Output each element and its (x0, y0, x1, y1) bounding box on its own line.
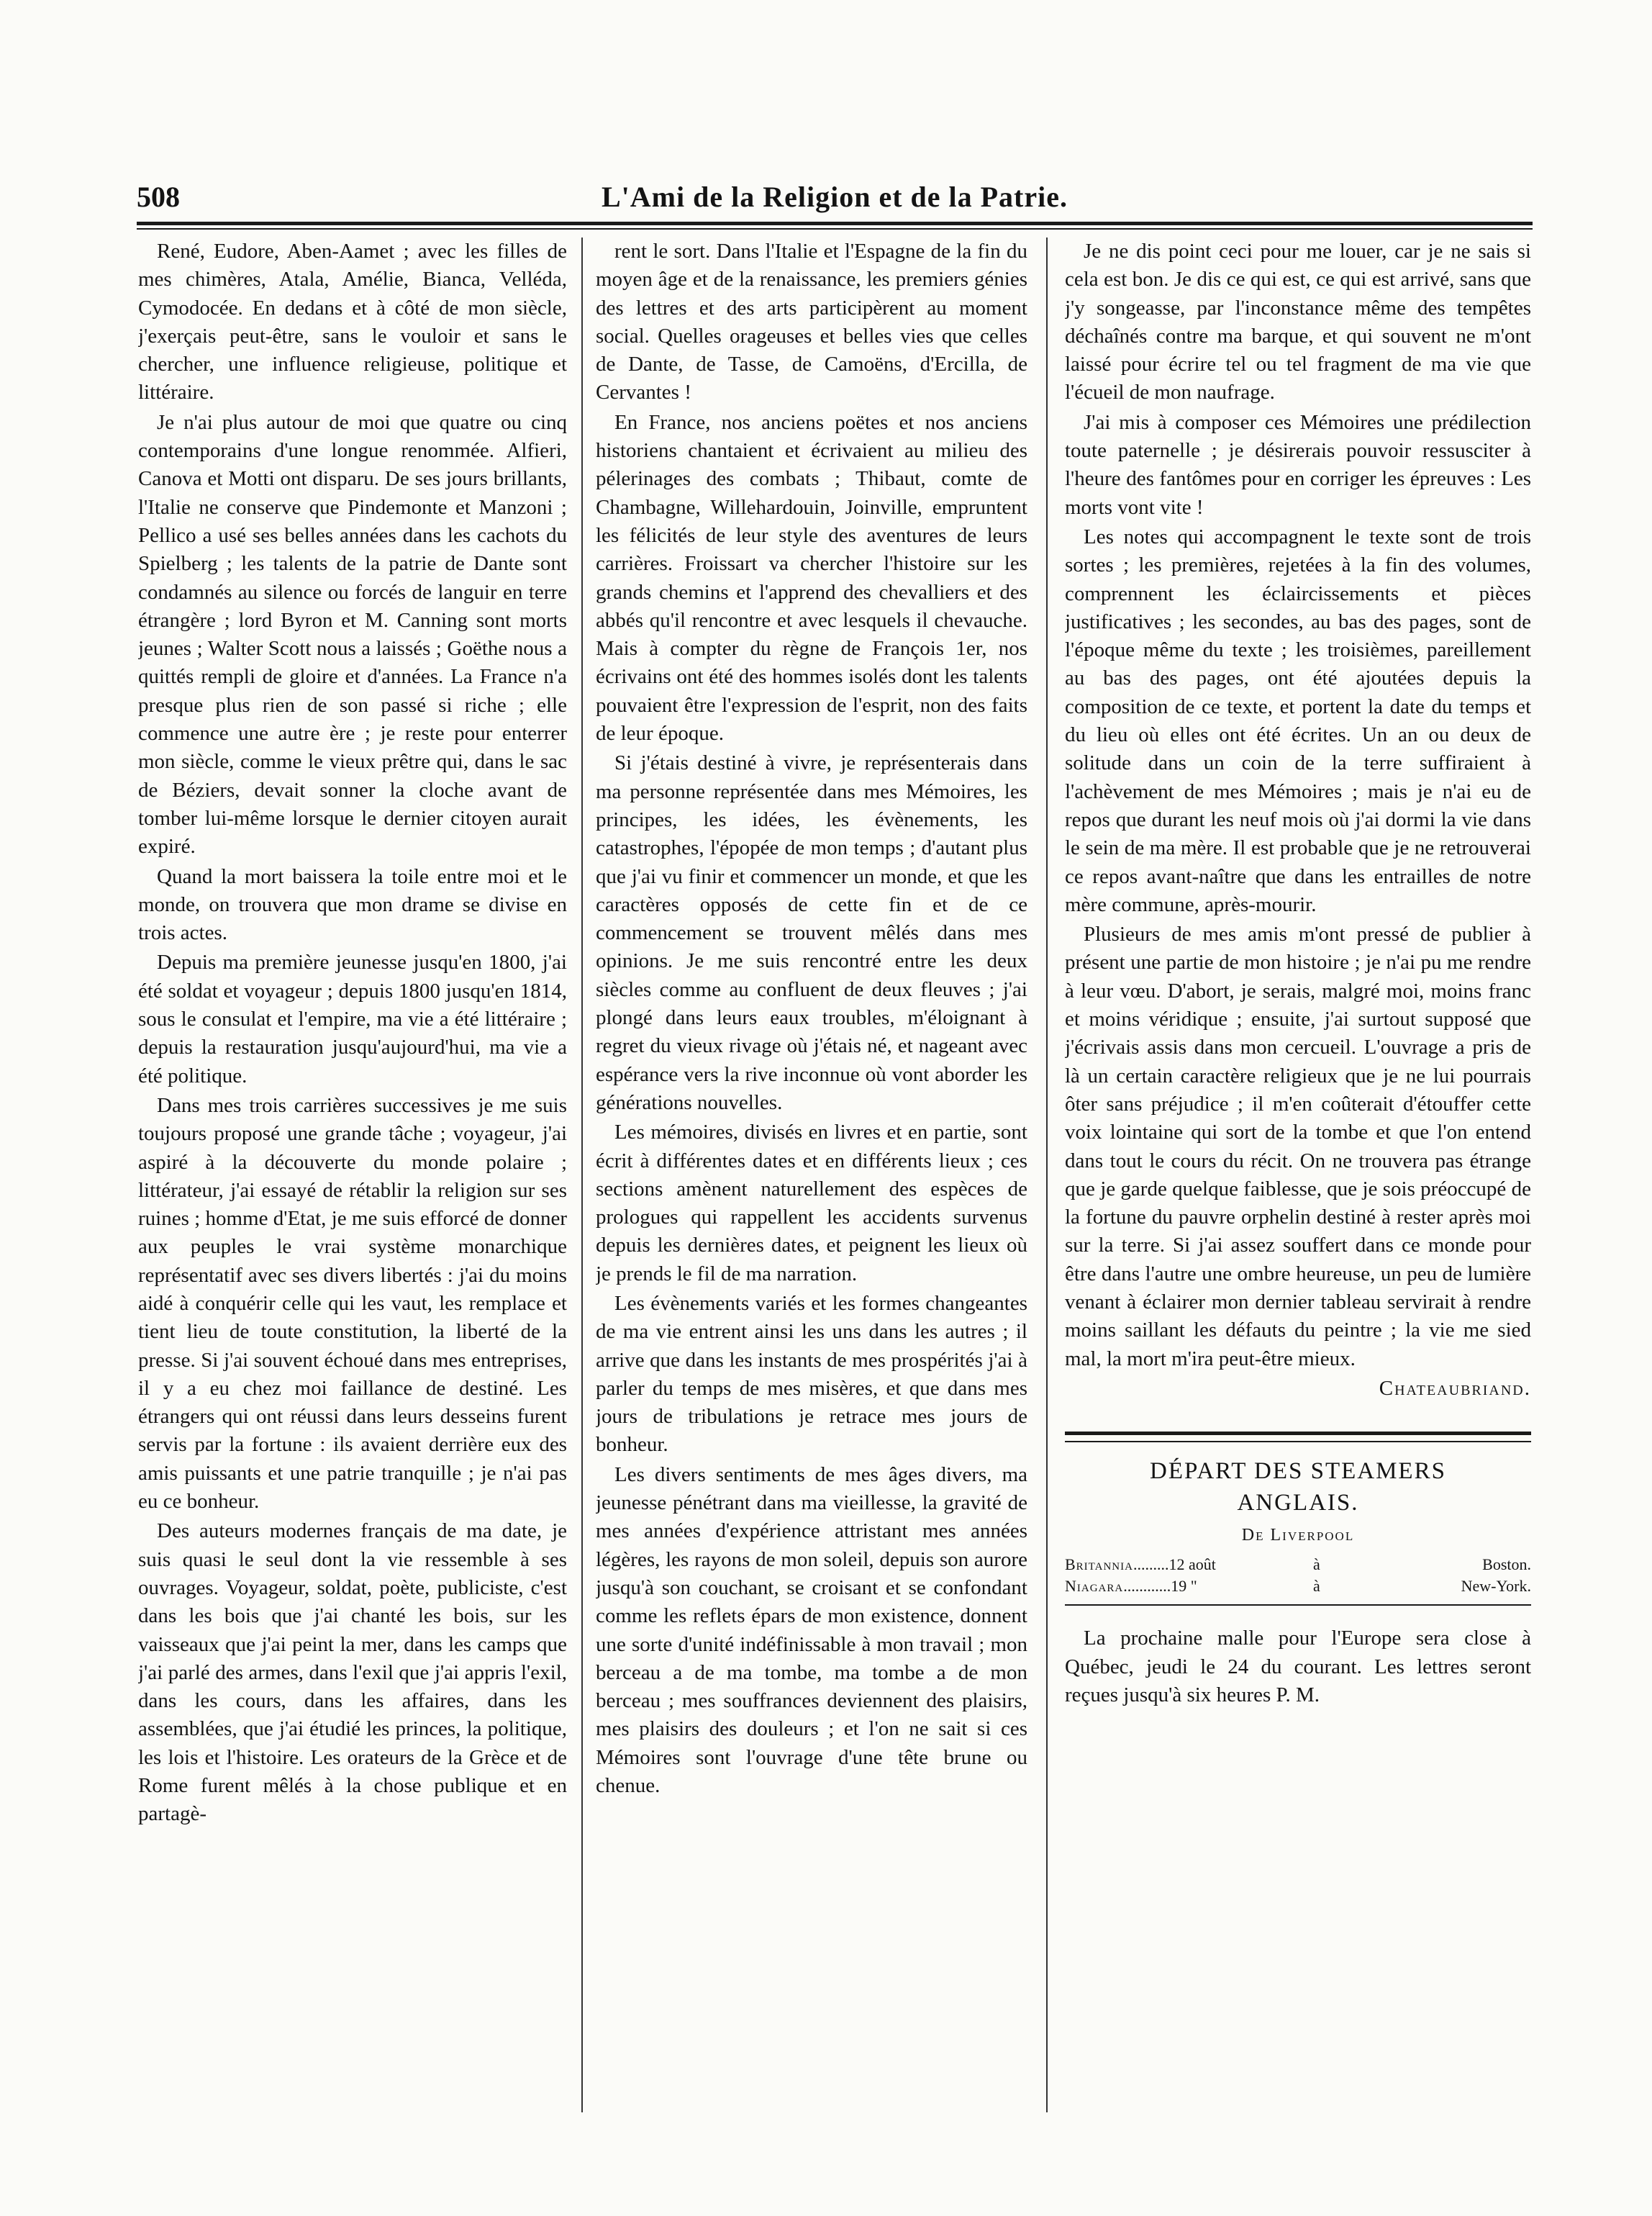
paragraph: René, Eudore, Aben-Aamet ; avec les filles de mes chimères, Atala, Amélie, Bianca, Velléda, Cymodocée. En dedans et à côté de mon siècle, j'exerçais peut-être, sans le vouloir et sans le chercher, une influence religieuse, politique et littéraire. (138, 240, 567, 404)
steamer-title-line2: ANGLAIS. (1237, 1490, 1359, 1516)
paragraph: Les notes qui accompagnent le texte sont de trois sortes ; les premières, rejetées à la fin des volumes, comprennent les éclaircissements et pièces justificatives ; les secondes, au bas des pages, sont de l'époque même du texte ; les troisièmes, pareillement au bas des pages, ont été ajoutées depuis la composition de ce texte, et portent la date du temps et du lieu où elles ont été écrites. Un an ou deux de solitude dans un coin de la terre suffiraient à l'achèvement de mes Mémoires ; mais je n'ai eu de repos que durant les neuf mois où j'ai dormi la vie dans le sein de ma mère. Il est probable que je ne retrouverai ce repos avant-naître que dans les entrailles de notre mère commune, après-mourir. (1065, 525, 1531, 916)
column-divider (581, 238, 583, 2112)
paragraph: Je ne dis point ceci pour me louer, car je ne sais si cela est bon. Je dis ce qui est, ce qui est arrivé, sans que j'y songeasse, par l'inconstance même des tempêtes déchaînés contre ma barque, et qui souvent ne m'ont laissé pour écrire tel ou tel fragment de ma vie que l'écueil de mon naufrage. (1065, 240, 1531, 404)
column-3 (1065, 238, 1531, 2116)
table-row (1065, 1554, 1531, 1575)
steamer-departures (1065, 1455, 1531, 1597)
leader-dots: ............ (1123, 1577, 1171, 1596)
steamer-subtitle: De Liverpool (1241, 1526, 1355, 1545)
paragraph: Des auteurs modernes français de ma date, je suis quasi le seul dont la vie ressemble à ses ouvrages. Voyageur, soldat, poète, publiciste, c'est dans les bois que j'ai chanté les bois, sur les vaisseaux que j'ai peint la mer, dans les camps que j'ai parlé des armes, dans l'exil que j'ai appris l'exil, dans les cours, dans les affaires, dans les assemblées, que j'ai étudié les princes, la politique, les lois et l'histoire. Les orateurs de la Grèce et de Rome furent mêlés à la chose publique et en partagè- (138, 1519, 567, 1826)
steamer-title: DÉPART DES STEAMERS (1150, 1458, 1446, 1485)
paragraph: J'ai mis à composer ces Mémoires une prédilection toute paternelle ; je désirerais pouvoir ressusciter à l'heure des fantômes pour en corriger les épreuves : Les morts vont vite ! (1065, 410, 1531, 519)
author-signature: Chateaubriand. (1379, 1376, 1531, 1400)
paragraph: rent le sort. Dans l'Italie et l'Espagne de la fin du moyen âge et de la renaissance, les premiers génies des lettres et des arts participèrent au moment social. Quelles orageuses et belles vies que celles de Dante, de Tasse, de Camoëns, d'Ercilla, de Cervantes ! (596, 240, 1027, 404)
column-divider (1046, 238, 1048, 2112)
ship-destination: Boston. (1482, 1555, 1531, 1574)
column-2 (596, 238, 1027, 2116)
section-rule-thin (1065, 1604, 1531, 1606)
page-number: 508 (137, 181, 180, 213)
paragraph: Si j'étais destiné à vivre, je représenterais dans ma personne représentée dans mes Mémoires, les principes, les idées, les évènements, les catastrophes, l'épopée de mon temps ; d'autant plus que j'ai vu finir et commencer un monde, et que les caractères opposés de cette fin et de ce commencement se trouvent mêlés dans mes opinions. Je me suis rencontré entre les deux siècles comme au confluent de deux fleuves ; j'ai plongé dans leurs eaux troubles, m'éloignant à regret du vieux rivage où j'étais né, et nageant avec espérance vers la rive inconnue où vont aborder les générations nouvelles. (596, 751, 1027, 1114)
paragraph: Plusieurs de mes amis m'ont pressé de publier à présent une partie de mon histoire ; je n'ai pu me rendre à leur vœu. D'abort, je serais, malgré moi, moins franc et moins véridique ; ensuite, j'ai surtout supposé que j'écrivais assis dans mon cercueil. L'ouvrage a pris de là un certain caractère religieux que je ne lui pourrais ôter sans préjudice ; il m'en coûterait d'étouffer cette voix lointaine qui sort de la tombe et que l'on entend dans tout le cours du récit. On ne trouvera pas étrange que je garde quelque faiblesse, que je sois préoccupé de la fortune du pauvre orphelin destiné à rester après moi sur la terre. Si j'ai assez souffert dans ce monde pour être dans l'autre une ombre heureuse, un peu de lumière venant à éclairer mon dernier tableau servirait à rendre moins saillant les défauts du peintre ; la vie me sied mal, la mort m'ira peut-être mieux. (1065, 923, 1531, 1370)
mail-notice: La prochaine malle pour l'Europe sera close à Québec, jeudi le 24 du courant. Les lettres seront reçues jusqu'à six heures P. M. (1065, 1627, 1531, 1707)
ship-date: 19 " (1171, 1577, 1197, 1596)
table-row (1065, 1575, 1531, 1597)
ship-date: 12 août (1168, 1555, 1216, 1574)
header-rule-thin (137, 228, 1533, 230)
paragraph: En France, nos anciens poëtes et nos anciens historiens chantaient et écrivaient au milieu des pélerinages des combats ; Thibaut, comte de Chambagne, Willehardouin, Joinville, empruntent les félicités de leur style des aventures de leurs carrières. Froissart va chercher l'histoire sur les grands chemins et l'apprend des chevalliers et des abbés qu'il rencontre et avec lesquels il chevauche. Mais à compter du règne de François 1er, nos écrivains ont été des hommes isolés dont les talents pouvaient être l'expression de l'esprit, non des faits de leur époque. (596, 410, 1027, 746)
ship-name: Niagara (1065, 1577, 1124, 1596)
paragraph: Je n'ai plus autour de moi que quatre ou cinq contemporains d'une longue renommée. Alfieri, Canova et Motti ont disparu. De ses jours brillants, l'Italie ne conserve que Pindemonte et Manzoni ; Pellico a usé ses belles années dans les cachots du Spielberg ; les talents de la patrie de Dante sont condamnés au silence ou forcés de languir en terre étrangère ; lord Byron et M. Canning sont morts jeunes ; Walter Scott nous a laissés ; Goëthe nous a quittés rempli de gloire et d'années. La France n'a presque plus rien de son passé si riche ; elle commence une autre ère ; je reste pour enterrer mon siècle, comme le vieux prêtre qui, dans le sac de Béziers, devait sonner la cloche avant de tomber lui-même lorsque le dernier citoyen aurait expiré. (138, 410, 567, 859)
ship-destination: New-York. (1461, 1577, 1531, 1596)
ship-name: Britannia (1065, 1555, 1133, 1574)
column-1 (138, 238, 567, 2116)
paragraph: Les mémoires, divisés en livres et en partie, sont écrit à différentes dates et en différents lieux ; ces sections amènent naturellement des espèces de prologues qui rappellent les accidents survenus depuis les dernières dates, et peignent les lieux où je prends le fil de ma narration. (596, 1121, 1027, 1285)
ship-to: à (1313, 1577, 1320, 1596)
journal-title: L'Ami de la Religion et de la Patrie. (601, 181, 1068, 213)
section-rule-thin (1065, 1441, 1531, 1442)
ship-to: à (1313, 1555, 1320, 1574)
header-rule (137, 222, 1533, 225)
paragraph: Depuis ma première jeunesse jusqu'en 1800, j'ai été soldat et voyageur ; depuis 1800 jusqu'en 1814, sous le consulat et l'empire, ma vie a été littéraire ; depuis la restauration jusqu'aujourd'hui, ma vie a été politique. (138, 951, 567, 1087)
paragraph: Les divers sentiments de mes âges divers, ma jeunesse pénétrant dans ma vieillesse, la gravité de mes années d'expérience attristant mes années légères, les rayons de mon soleil, depuis son aurore jusqu'à son couchant, se croisant et se confondant comme les reflets épars de mon existence, donnent une sorte d'unité indéfinissable à mon travail ; mon berceau a de ma tombe, ma tombe a de mon berceau ; mes souffrances deviennent des plaisirs, mes plaisirs des douleurs ; et l'on ne sait si ces Mémoires sont l'ouvrage d'une tête brune ou chenue. (596, 1462, 1027, 1798)
page-header (137, 180, 1533, 223)
paragraph: Dans mes trois carrières successives je me suis toujours proposé une grande tâche ; voyageur, j'ai aspiré à la découverte du monde polaire ; littérateur, j'ai essayé de rétablir la religion sur ses ruines ; homme d'Etat, je me suis efforcé de donner aux peuples le vrai système monarchique représentatif avec ses divers libertés : j'ai du moins aidé à conquérir celle qui les vaut, les remplace et tient lieu de toute constitution, la liberté de la presse. Si j'ai souvent échoué dans mes entreprises, il y a eu chez moi faillance de destiné. Les étrangers qui ont réussi dans leurs desseins furent servis par la fortune : ils avaient derrière eux des amis puissants et une patrie tranquille ; je n'ai pas eu ce bonheur. (138, 1093, 567, 1514)
paragraph: Les évènements variés et les formes changeantes de ma vie entrent ainsi les uns dans les autres ; il arrive que dans les instants de mes prospérités j'ai à parler du temps de mes misères, et que dans mes jours de tribulations je retrace mes jours de bonheur. (596, 1291, 1027, 1457)
paragraph: Quand la mort baissera la toile entre moi et le monde, on trouvera que mon drame se divise en trois actes. (138, 864, 567, 945)
section-rule (1065, 1432, 1531, 1435)
leader-dots: ......... (1133, 1555, 1169, 1574)
steamer-table (1065, 1554, 1531, 1597)
